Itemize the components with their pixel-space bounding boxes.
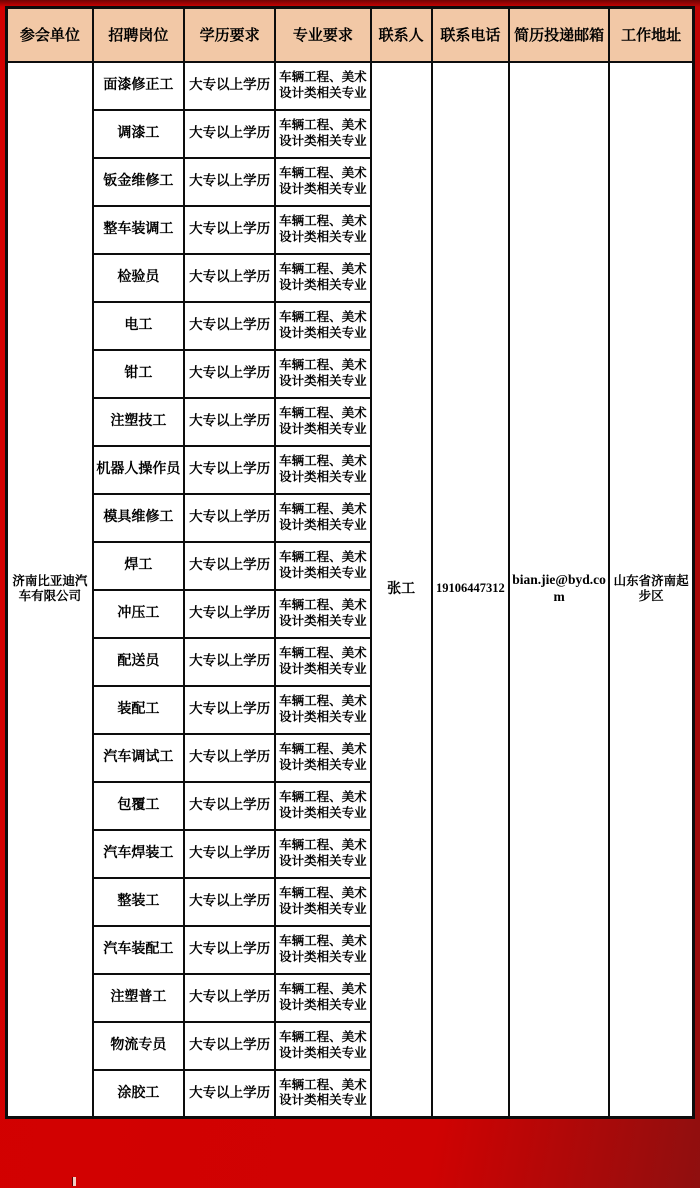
position-cell: 涂胶工 bbox=[93, 1070, 184, 1118]
bottom-edge-artifact bbox=[72, 1177, 76, 1186]
education-cell: 大专以上学历 bbox=[184, 1070, 275, 1118]
position-cell: 汽车装配工 bbox=[93, 926, 184, 974]
position-cell: 整车装调工 bbox=[93, 206, 184, 254]
header-company: 参会单位 bbox=[7, 8, 93, 62]
education-cell: 大专以上学历 bbox=[184, 782, 275, 830]
major-cell: 车辆工程、美术设计类相关专业 bbox=[275, 926, 370, 974]
position-cell: 面漆修正工 bbox=[93, 62, 184, 110]
education-cell: 大专以上学历 bbox=[184, 398, 275, 446]
header-education: 学历要求 bbox=[184, 8, 275, 62]
work-address-cell: 山东省济南起步区 bbox=[609, 62, 693, 1118]
major-cell: 车辆工程、美术设计类相关专业 bbox=[275, 830, 370, 878]
position-cell: 汽车焊装工 bbox=[93, 830, 184, 878]
education-cell: 大专以上学历 bbox=[184, 542, 275, 590]
major-cell: 车辆工程、美术设计类相关专业 bbox=[275, 494, 370, 542]
position-cell: 整装工 bbox=[93, 878, 184, 926]
position-cell: 包覆工 bbox=[93, 782, 184, 830]
header-contact-person: 联系人 bbox=[371, 8, 432, 62]
header-contact-phone: 联系电话 bbox=[432, 8, 509, 62]
education-cell: 大专以上学历 bbox=[184, 158, 275, 206]
education-cell: 大专以上学历 bbox=[184, 1022, 275, 1070]
education-cell: 大专以上学历 bbox=[184, 686, 275, 734]
education-cell: 大专以上学历 bbox=[184, 590, 275, 638]
major-cell: 车辆工程、美术设计类相关专业 bbox=[275, 446, 370, 494]
position-cell: 机器人操作员 bbox=[93, 446, 184, 494]
position-cell: 注塑技工 bbox=[93, 398, 184, 446]
contact-person-cell: 张工 bbox=[371, 62, 432, 1118]
major-cell: 车辆工程、美术设计类相关专业 bbox=[275, 878, 370, 926]
position-cell: 配送员 bbox=[93, 638, 184, 686]
major-cell: 车辆工程、美术设计类相关专业 bbox=[275, 686, 370, 734]
major-cell: 车辆工程、美术设计类相关专业 bbox=[275, 350, 370, 398]
education-cell: 大专以上学历 bbox=[184, 638, 275, 686]
major-cell: 车辆工程、美术设计类相关专业 bbox=[275, 62, 370, 110]
header-position: 招聘岗位 bbox=[93, 8, 184, 62]
header-major: 专业要求 bbox=[275, 8, 370, 62]
position-cell: 调漆工 bbox=[93, 110, 184, 158]
education-cell: 大专以上学历 bbox=[184, 62, 275, 110]
major-cell: 车辆工程、美术设计类相关专业 bbox=[275, 1022, 370, 1070]
major-cell: 车辆工程、美术设计类相关专业 bbox=[275, 398, 370, 446]
major-cell: 车辆工程、美术设计类相关专业 bbox=[275, 254, 370, 302]
recruitment-table-wrap bbox=[5, 6, 695, 1119]
education-cell: 大专以上学历 bbox=[184, 446, 275, 494]
header-work-address: 工作地址 bbox=[609, 8, 693, 62]
position-cell: 汽车调试工 bbox=[93, 734, 184, 782]
major-cell: 车辆工程、美术设计类相关专业 bbox=[275, 110, 370, 158]
education-cell: 大专以上学历 bbox=[184, 350, 275, 398]
education-cell: 大专以上学历 bbox=[184, 926, 275, 974]
major-cell: 车辆工程、美术设计类相关专业 bbox=[275, 158, 370, 206]
position-cell: 注塑普工 bbox=[93, 974, 184, 1022]
contact-phone-cell: 19106447312 bbox=[432, 62, 509, 1118]
resume-email-cell: bian.jie@byd.com bbox=[509, 62, 609, 1118]
position-cell: 钳工 bbox=[93, 350, 184, 398]
education-cell: 大专以上学历 bbox=[184, 110, 275, 158]
education-cell: 大专以上学历 bbox=[184, 302, 275, 350]
education-cell: 大专以上学历 bbox=[184, 878, 275, 926]
position-cell: 检验员 bbox=[93, 254, 184, 302]
recruitment-table bbox=[5, 6, 695, 1119]
education-cell: 大专以上学历 bbox=[184, 494, 275, 542]
position-cell: 电工 bbox=[93, 302, 184, 350]
position-cell: 焊工 bbox=[93, 542, 184, 590]
major-cell: 车辆工程、美术设计类相关专业 bbox=[275, 302, 370, 350]
table-header bbox=[7, 8, 694, 62]
table-body bbox=[7, 62, 694, 1118]
education-cell: 大专以上学历 bbox=[184, 734, 275, 782]
major-cell: 车辆工程、美术设计类相关专业 bbox=[275, 1070, 370, 1118]
major-cell: 车辆工程、美术设计类相关专业 bbox=[275, 638, 370, 686]
major-cell: 车辆工程、美术设计类相关专业 bbox=[275, 974, 370, 1022]
major-cell: 车辆工程、美术设计类相关专业 bbox=[275, 590, 370, 638]
major-cell: 车辆工程、美术设计类相关专业 bbox=[275, 734, 370, 782]
position-cell: 装配工 bbox=[93, 686, 184, 734]
education-cell: 大专以上学历 bbox=[184, 830, 275, 878]
position-cell: 钣金维修工 bbox=[93, 158, 184, 206]
position-cell: 模具维修工 bbox=[93, 494, 184, 542]
company-cell: 济南比亚迪汽车有限公司 bbox=[7, 62, 93, 1118]
position-cell: 物流专员 bbox=[93, 1022, 184, 1070]
major-cell: 车辆工程、美术设计类相关专业 bbox=[275, 782, 370, 830]
education-cell: 大专以上学历 bbox=[184, 254, 275, 302]
education-cell: 大专以上学历 bbox=[184, 974, 275, 1022]
position-cell: 冲压工 bbox=[93, 590, 184, 638]
header-resume-email: 简历投递邮箱 bbox=[509, 8, 609, 62]
header-row bbox=[7, 8, 694, 62]
major-cell: 车辆工程、美术设计类相关专业 bbox=[275, 206, 370, 254]
education-cell: 大专以上学历 bbox=[184, 206, 275, 254]
table-row bbox=[7, 62, 694, 110]
major-cell: 车辆工程、美术设计类相关专业 bbox=[275, 542, 370, 590]
